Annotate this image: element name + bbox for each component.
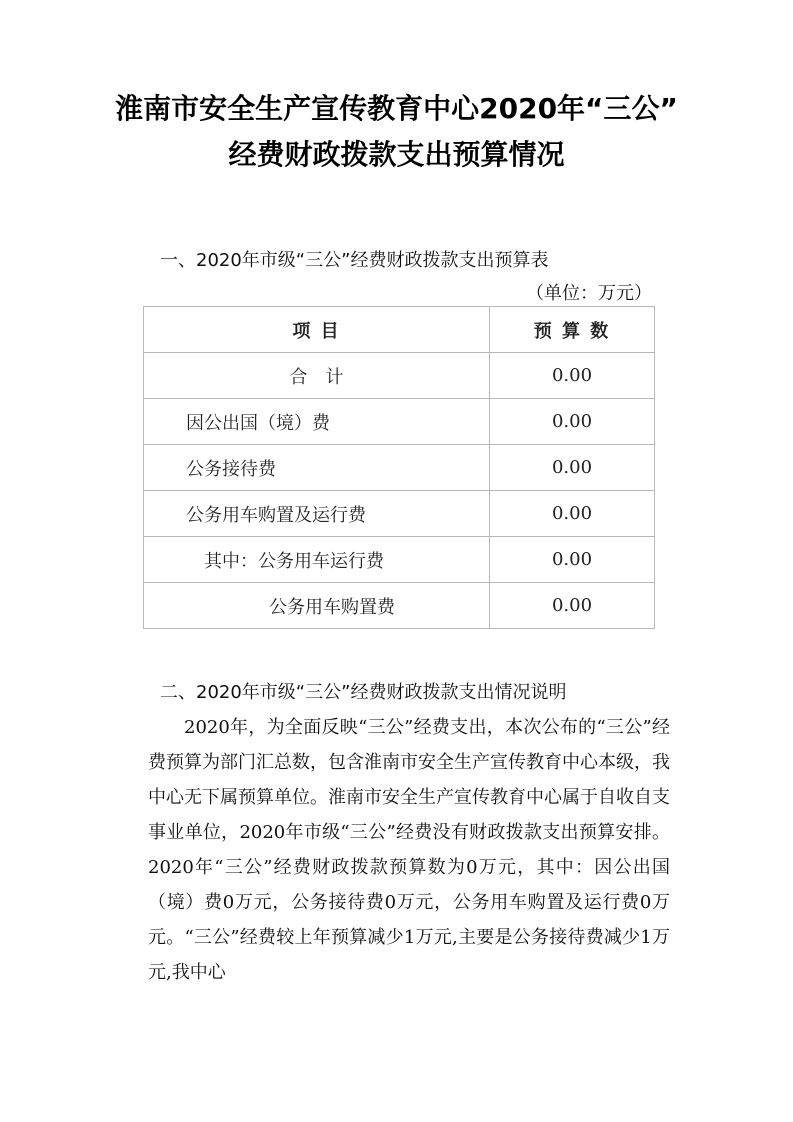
table-row bbox=[144, 491, 655, 537]
row-item-vehicle: 公务用车购置及运行费 bbox=[144, 491, 490, 537]
row-value-reception: 0.00 bbox=[490, 445, 655, 491]
row-item-reception: 公务接待费 bbox=[144, 445, 490, 491]
budget-table bbox=[143, 306, 655, 629]
row-value-total: 0.00 bbox=[490, 353, 655, 399]
section1-heading: 一、2020年市级“三公”经费财政拨款支出预算表 bbox=[160, 250, 549, 271]
table-row bbox=[144, 399, 655, 445]
row-value-vehicle-operation: 0.00 bbox=[490, 537, 655, 583]
table-row bbox=[144, 445, 655, 491]
column-header-item: 项 目 bbox=[144, 307, 490, 353]
document-title-line2: 经费财政拨款支出预算情况 bbox=[228, 138, 565, 171]
table-row bbox=[144, 583, 655, 629]
section2-heading: 二、2020年市级“三公”经费财政拨款支出情况说明 bbox=[160, 682, 567, 703]
table-row bbox=[144, 353, 655, 399]
table-header-row bbox=[144, 307, 655, 353]
row-item-overseas: 因公出国（境）费 bbox=[144, 399, 490, 445]
row-item-total: 合 计 bbox=[144, 353, 490, 399]
row-value-overseas: 0.00 bbox=[490, 399, 655, 445]
row-value-vehicle-purchase: 0.00 bbox=[490, 583, 655, 629]
row-item-vehicle-operation: 其中：公务用车运行费 bbox=[144, 537, 490, 583]
row-item-vehicle-purchase: 公务用车购置费 bbox=[144, 583, 490, 629]
column-header-budget: 预 算 数 bbox=[490, 307, 655, 353]
row-value-vehicle: 0.00 bbox=[490, 491, 655, 537]
table-row bbox=[144, 537, 655, 583]
unit-label: （单位：万元） bbox=[526, 283, 652, 304]
document-title-line1: 淮南市安全生产宣传教育中心2020年“三公” bbox=[115, 92, 678, 125]
section2-paragraph: 2020年，为全面反映“三公”经费支出，本次公布的“三公”经费预算为部门汇总数，包含淮南市安全生产宣传教育中心本级，我中心无下属预算单位。淮南市安全生产宣传教育中心属于自收自支事业单位，2020年市级“三公”经费没有财政拨款支出预算安排。2020年“三公”经费财政拨款预算数为0万元，其中：因公出国（境）费0万元，公务接待费0万元，公务用车购置及运行费0万元。“三公”经费较上年预算减少1万元,主要是公务接待费减少1万元,我中心 bbox=[148, 717, 670, 983]
